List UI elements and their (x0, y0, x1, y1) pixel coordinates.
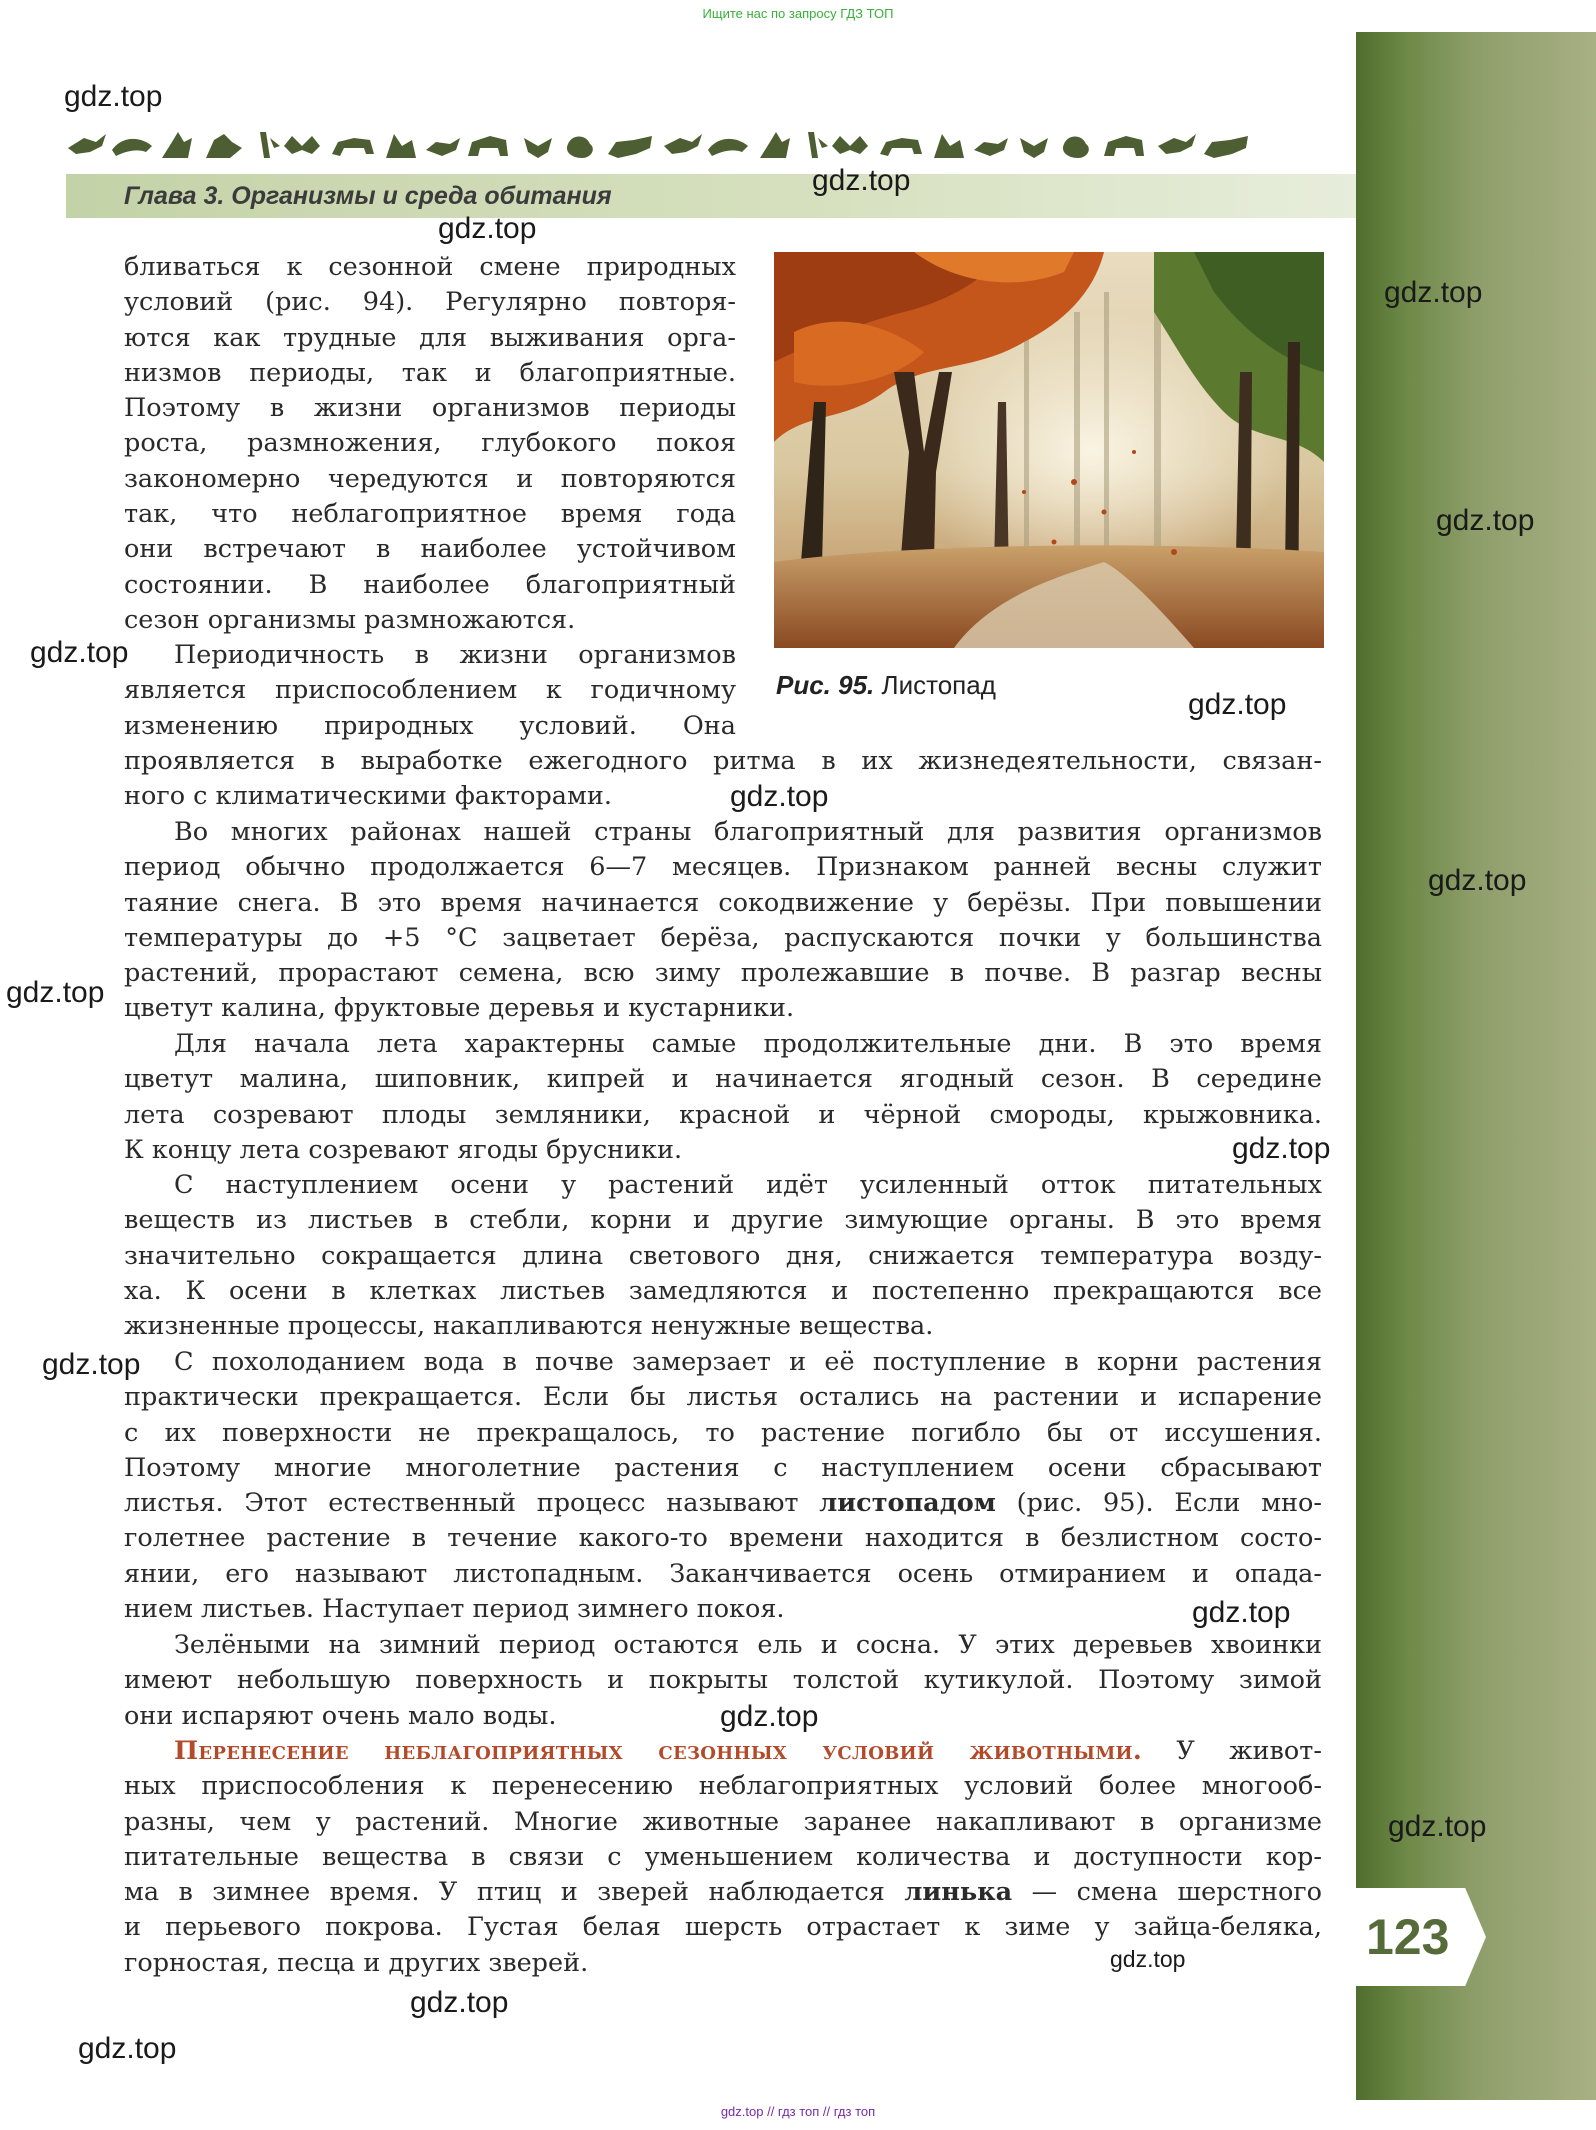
animal-icon (760, 132, 790, 158)
animal-icon (332, 138, 374, 156)
text-line: период обычно продолжается 6—7 месяцев. Признаком ранней весны служит (124, 852, 1322, 883)
page-number: 123 (1366, 1909, 1450, 1965)
animal-icon (808, 132, 828, 158)
animal-icon (524, 138, 552, 158)
paragraph-2-narrow (124, 638, 736, 744)
text-line: Во многих районах нашей страны благоприятный для развития организмов (174, 817, 1322, 847)
text-line: Для начала лета характерны самые продолжительные дни. В это время (174, 1029, 1322, 1059)
paragraph-1 (124, 250, 736, 638)
animal-icon (68, 134, 106, 154)
top-notice: Ищите нас по запросу ГДЗ ТОП (702, 6, 894, 21)
animal-icon (608, 136, 652, 158)
page-sidebar (1356, 32, 1596, 2100)
watermark: gdz.top (730, 780, 829, 813)
text-line: голетнее растение в течение какого-то времени находится в безлистном состо- (124, 1523, 1322, 1554)
text-line: питательные вещества в связи с уменьшением количества и доступности кор- (124, 1841, 1322, 1872)
text-line: Поэтому в жизни организмов периоды (124, 393, 736, 424)
text-line: С похолоданием вода в почве замерзает и её поступление в корни растения (174, 1347, 1322, 1377)
text-line: разны, чем у растений. Многие животные заранее накапливают в организме (124, 1806, 1322, 1837)
watermark: gdz.top (1384, 276, 1483, 309)
watermark: gdz.top (1188, 688, 1287, 721)
animal-icon (1158, 134, 1196, 154)
term-listopad: листопадом (819, 1488, 996, 1519)
figure-title: Листопад (881, 670, 996, 700)
paragraph-3 (124, 815, 1322, 1027)
text-line: состоянии. В наиболее благоприятный (124, 569, 736, 600)
text-line: условий (рис. 94). Регулярно повторя- (124, 287, 736, 318)
text-line: цветут малина, шиповник, кипрей и начинается ягодный сезон. В середине (124, 1064, 1322, 1095)
text-line: изменению природных условий. Она (124, 710, 736, 741)
text-line: цветут калина, фруктовые деревья и кустарники. (124, 993, 795, 1024)
text-line: ются как трудные для выживания орга- (124, 322, 736, 353)
animal-icon (468, 136, 508, 156)
text-line-with-heading (124, 1734, 1322, 1769)
text-line: жизненные процессы, накапливаются ненужные вещества. (124, 1311, 934, 1342)
watermark: gdz.top (1428, 864, 1527, 897)
text-line: Зелёными на зимний период остаются ель и сосна. У этих деревьев хвоинки (174, 1630, 1322, 1660)
watermark: gdz.top (720, 1700, 819, 1733)
text-line: веществ из листьев в стебли, корни и другие зимующие органы. В это время (124, 1205, 1322, 1236)
line-suffix: — смена шерстного (1012, 1877, 1323, 1908)
text-line: таяние снега. В это время начинается сокодвижение у берёзы. При повышении (124, 887, 1322, 918)
chapter-title: Глава 3. Организмы и среда обитания (124, 182, 612, 210)
text-line: проявляется в выработке ежегодного ритма в их жизнедеятельности, связан- (124, 746, 1322, 776)
animal-icon (112, 139, 152, 156)
animal-icon (880, 138, 922, 156)
text-line: нием листьев. Наступает период зимнего покоя. (124, 1594, 785, 1625)
watermark: gdz.top (812, 164, 911, 197)
animal-icon (708, 139, 748, 156)
text-line: сезон организмы размножаются. (124, 604, 576, 635)
watermark: gdz.top (1232, 1132, 1331, 1165)
text-line: значительно сокращается длина светового дня, снижается температура возду- (124, 1240, 1322, 1271)
watermark: gdz.top (438, 212, 537, 245)
figure-caption (776, 668, 996, 702)
watermark: gdz.top (6, 976, 105, 1009)
animal-icon (386, 134, 416, 158)
text-line: температуры до +5 °С зацветает берёза, распускаются почки у большинства (124, 922, 1322, 953)
text-line: с их поверхности не прекращалось, то растение погибло бы от иссушения. (124, 1417, 1322, 1448)
animal-icon (974, 138, 1008, 156)
text-line: Периодичность в жизни организмов (174, 640, 736, 670)
animal-silhouettes-strip (66, 128, 1256, 164)
line-prefix: листья. Этот естественный процесс называют (124, 1488, 820, 1519)
text-line: К концу лета созревают ягоды брусники. (124, 1134, 683, 1165)
line-suffix: (рис. 95). Если мно- (995, 1488, 1322, 1519)
autumn-forest-photo (774, 252, 1324, 648)
text-line: Поэтому многие многолетние растения с наступлением осени сбрасывают (124, 1452, 1322, 1483)
animal-icon (162, 132, 192, 158)
text-line: так, что неблагоприятное время года (124, 499, 736, 530)
animal-icon (1063, 137, 1089, 159)
text-line: лета созревают плоды земляники, красной и чёрной смороды, крыжовника. (124, 1099, 1322, 1130)
paragraph-2-wide (124, 744, 1322, 815)
text-line: роста, размножения, глубокого покоя (124, 428, 736, 459)
line-prefix: ма в зимнее время. У птиц и зверей наблюдается (124, 1877, 905, 1908)
text-line: С наступлением осени у растений идёт усиленный отток питательных (174, 1170, 1322, 1200)
animal-icon (934, 134, 964, 158)
text-line-with-term (124, 1875, 1322, 1910)
text-line: бливаться к сезонной смене природных (124, 252, 736, 282)
text-line: практически прекращается. Если бы листья остались на растении и испарение (124, 1382, 1322, 1413)
paragraph-4 (124, 1027, 1322, 1168)
text-line-with-term (124, 1486, 1322, 1521)
text-line: имеют небольшую поверхность и покрыты толстой кутикулой. Поэтому зимой (124, 1665, 1322, 1696)
animal-icon (284, 136, 320, 154)
animal-icon (260, 132, 280, 158)
text-line: закономерно чередуются и повторяются (124, 463, 736, 494)
text-line: растений, прорастают семена, всю зиму пролежавшие в почве. В разгар весны (124, 958, 1322, 989)
text-line: ха. К осени в клетках листьев замедляются и постепенно прекращаются все (124, 1275, 1322, 1306)
text-line: и перьевого покрова. Густая белая шерсть отрастает к зиме у зайца-беляка, (124, 1912, 1322, 1943)
watermark: gdz.top (64, 80, 163, 113)
paragraph-5 (124, 1168, 1322, 1344)
animal-icon (1020, 138, 1048, 158)
paragraph-6 (124, 1345, 1322, 1627)
animal-icon (832, 136, 868, 154)
watermark: gdz.top (42, 1348, 141, 1381)
text-line: ных приспособления к перенесению неблагоприятных условий более многооб- (124, 1771, 1322, 1802)
text-line: горностая, песца и других зверей. (124, 1947, 589, 1978)
watermark: gdz.top (410, 1986, 509, 2019)
animal-icon (426, 138, 460, 156)
footer-links: gdz.top // гдз топ // гдз топ (720, 2104, 876, 2119)
text-line: ного с климатическими факторами. (124, 781, 612, 812)
watermark: gdz.top (1192, 1596, 1291, 1629)
section-heading: Перенесение неблагоприятных сезонных условий животными. (174, 1736, 1143, 1766)
term-linka: линька (904, 1877, 1013, 1908)
watermark: gdz.top (1436, 504, 1535, 537)
animal-icon (567, 137, 593, 159)
watermark: gdz.top (1388, 1810, 1487, 1843)
line-suffix: У живот- (1142, 1736, 1322, 1766)
text-line: янии, его называют листопадным. Заканчивается осень отмиранием и опада- (124, 1558, 1322, 1589)
animal-icon (1204, 136, 1248, 158)
watermark: gdz.top (30, 636, 129, 669)
animal-icon (206, 134, 242, 158)
text-line: является приспособлением к годичному (124, 675, 736, 706)
text-line: они встречают в наиболее устойчивом (124, 534, 736, 565)
animal-icon (664, 134, 702, 154)
text-line: они испаряют очень мало воды. (124, 1700, 557, 1731)
figure-label: Рис. 95. (776, 670, 875, 700)
paragraph-8 (124, 1734, 1322, 1981)
animal-icon (1104, 136, 1144, 156)
watermark: gdz.top (1110, 1946, 1186, 1972)
watermark: gdz.top (78, 2032, 177, 2065)
text-line: низмов периоды, так и благоприятные. (124, 357, 736, 388)
